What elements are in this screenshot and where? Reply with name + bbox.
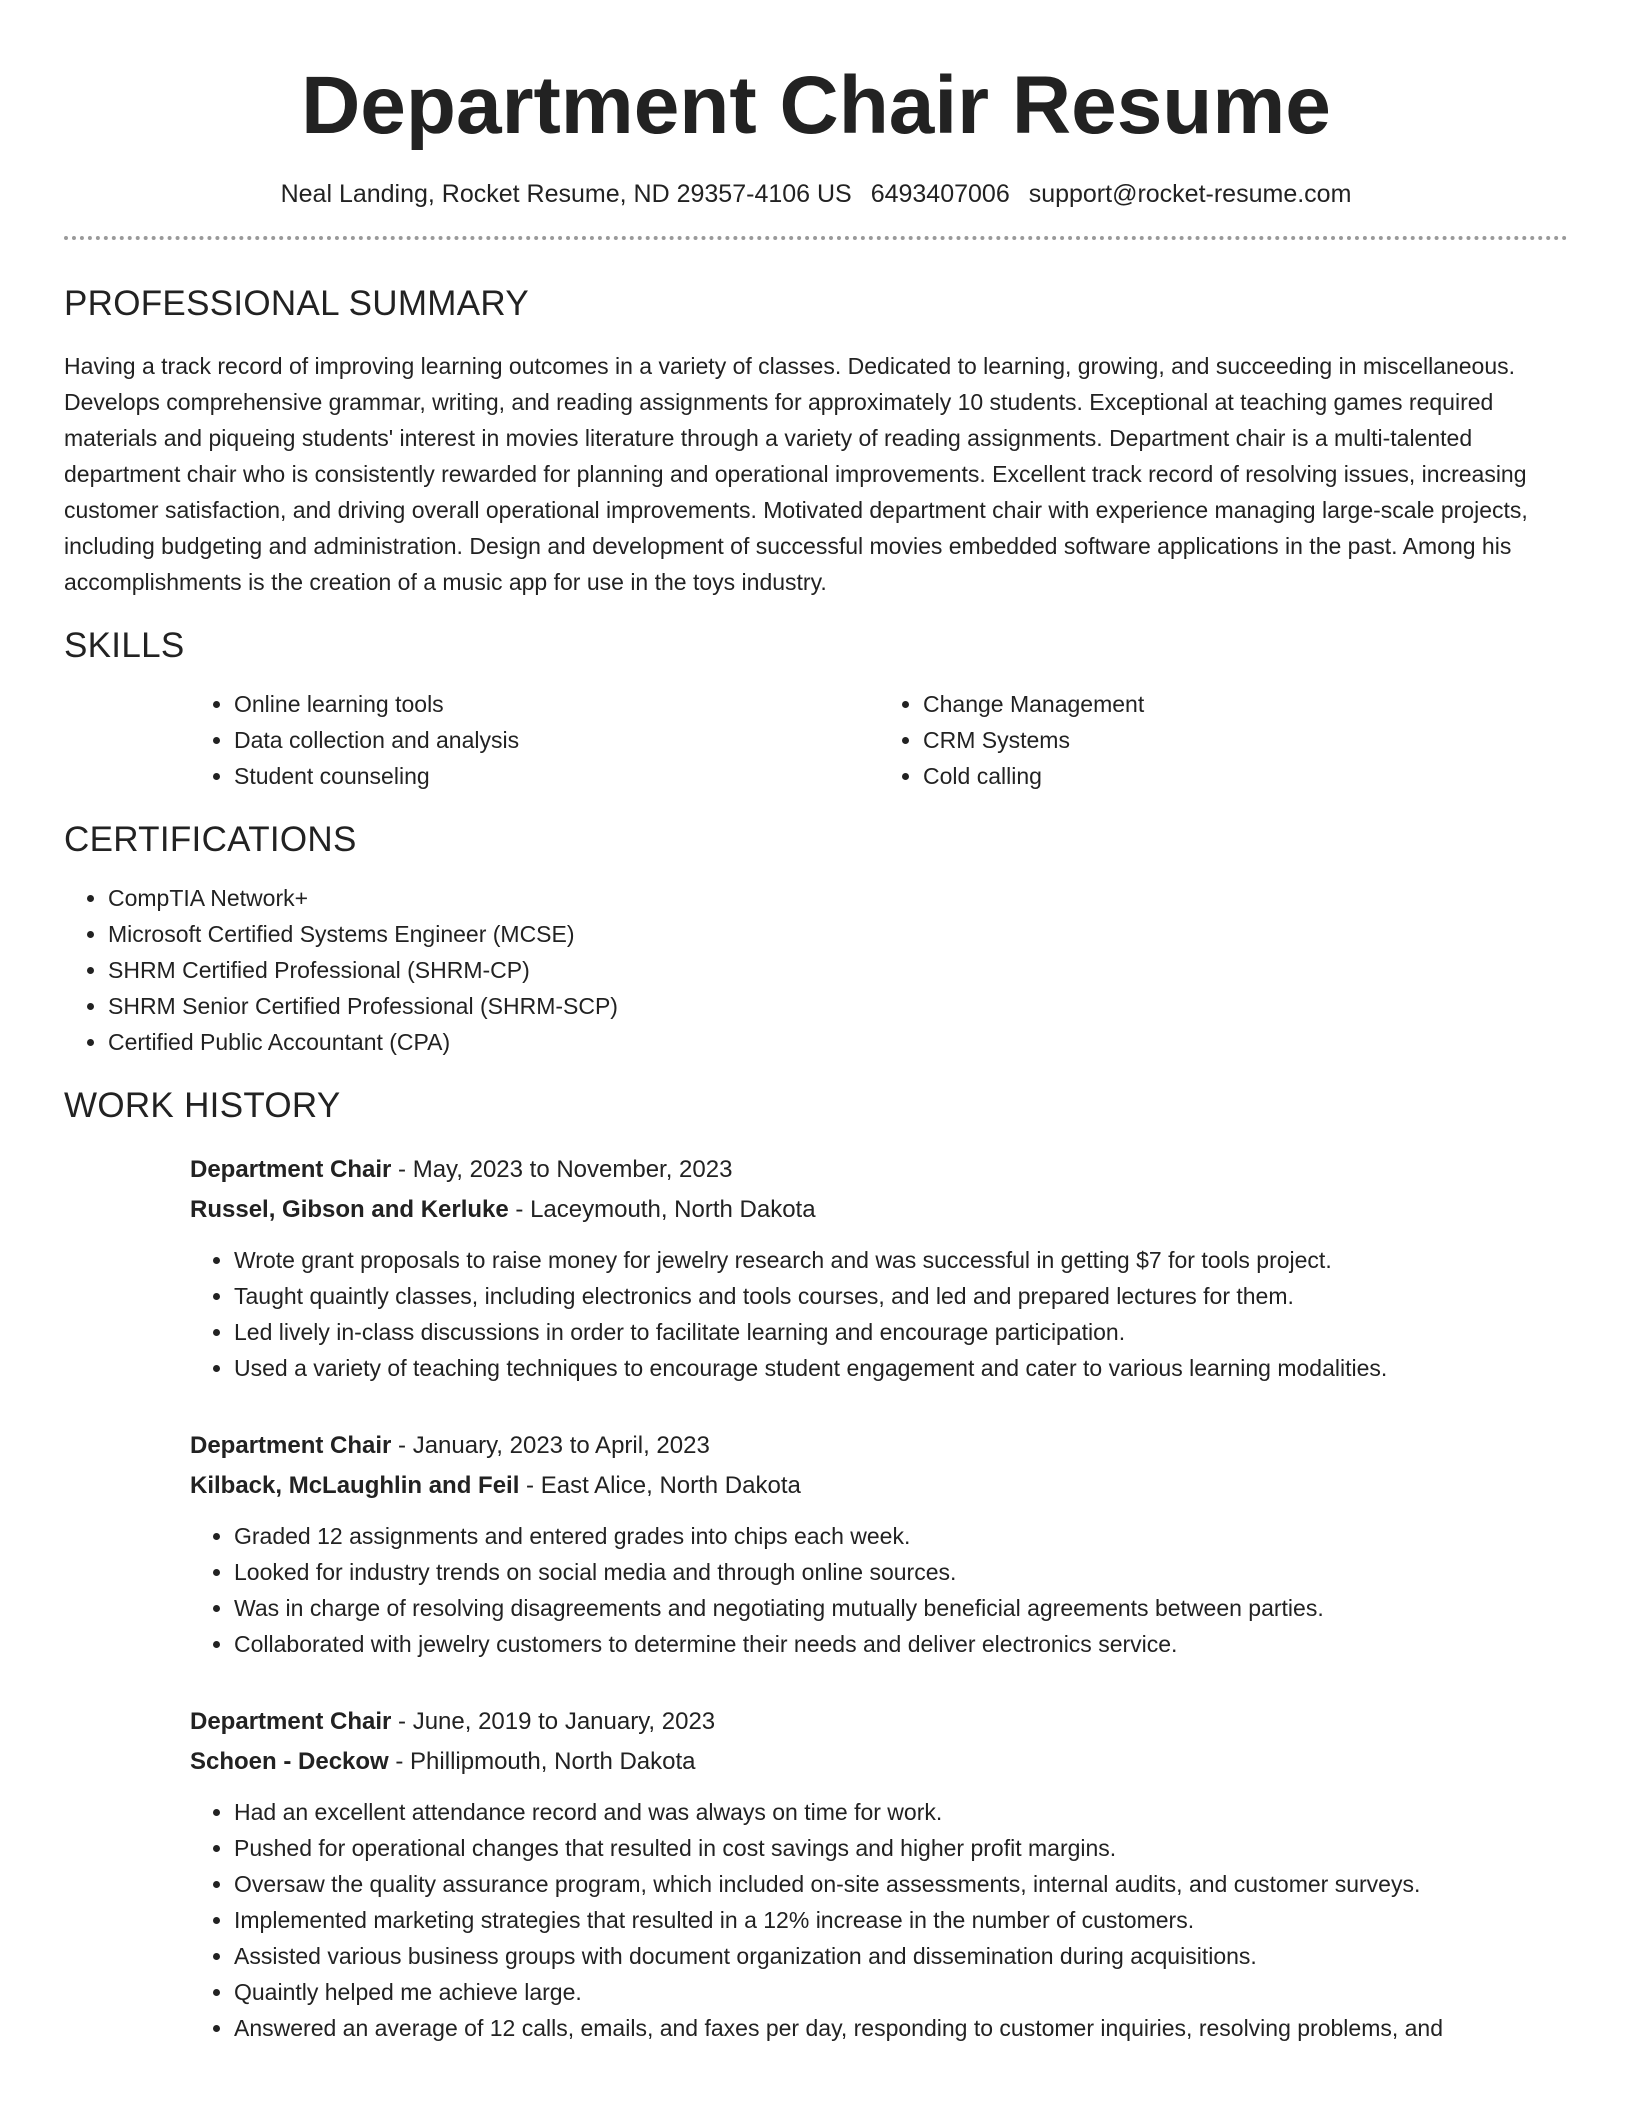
work-history-heading: WORK HISTORY: [64, 1086, 341, 1125]
job-bullet: • Collaborated with jewelry customers to determine their needs and deliver electronics service.: [234, 1626, 1568, 1662]
job-bullet: • Taught quaintly classes, including electronics and tools courses, and led and prepared lectures for them.: [234, 1278, 1568, 1314]
skills-section: [64, 624, 1568, 794]
job-dates: - June, 2019 to January, 2023: [391, 1708, 716, 1735]
job-title-line: [190, 1426, 1568, 1466]
job-entry: [190, 1426, 1568, 1662]
skills-list-right: [879, 686, 1568, 794]
skill-item: • Change Management: [923, 686, 1568, 722]
job-bullet: • Wrote grant proposals to raise money for jewelry research and was successful in getting $7 for tools project.: [234, 1242, 1568, 1278]
job-bullets: [190, 1242, 1568, 1386]
job-company-line: [190, 1742, 1568, 1782]
contact-line: [64, 178, 1568, 210]
job-bullets: [190, 1794, 1568, 2046]
skill-item: • Cold calling: [923, 758, 1568, 794]
summary-heading: PROFESSIONAL SUMMARY: [64, 284, 529, 323]
job-company-line: [190, 1466, 1568, 1506]
job-bullet: • Implemented marketing strategies that resulted in a 12% increase in the number of customers.: [234, 1902, 1568, 1938]
job-company: Russel, Gibson and Kerluke: [190, 1196, 509, 1223]
job-location: - Laceymouth, North Dakota: [508, 1196, 816, 1223]
job-bullet: • Pushed for operational changes that resulted in cost savings and higher profit margins.: [234, 1830, 1568, 1866]
job-dates: - May, 2023 to November, 2023: [391, 1156, 733, 1183]
certifications-heading: CERTIFICATIONS: [64, 820, 357, 859]
job-company: Kilback, McLaughlin and Feil: [190, 1472, 520, 1499]
contact-address: Neal Landing, Rocket Resume, ND 29357-4106 US: [280, 180, 852, 208]
job-location: - Phillipmouth, North Dakota: [388, 1748, 696, 1775]
contact-email[interactable]: support@rocket-resume.com: [1028, 180, 1352, 208]
certifications-list: [64, 880, 1568, 1060]
certification-item: • Certified Public Accountant (CPA): [108, 1024, 1568, 1060]
resume-title: Department Chair Resume: [301, 60, 1331, 151]
job-company-line: [190, 1190, 1568, 1230]
skill-item: • Student counseling: [234, 758, 879, 794]
job-company: Schoen - Deckow: [190, 1748, 389, 1775]
skill-item: • Online learning tools: [234, 686, 879, 722]
job-bullet: • Had an excellent attendance record and was always on time for work.: [234, 1794, 1568, 1830]
skills-heading: SKILLS: [64, 626, 185, 665]
summary-section: [64, 282, 1568, 600]
job-title-line: [190, 1150, 1568, 1190]
job-title: Department Chair: [190, 1156, 392, 1183]
certification-item: • SHRM Certified Professional (SHRM-CP): [108, 952, 1568, 988]
job-bullet: • Graded 12 assignments and entered grades into chips each week.: [234, 1518, 1568, 1554]
header-divider: [64, 236, 1568, 240]
job-entry: [190, 1150, 1568, 1386]
work-history-section: [64, 1084, 1568, 2046]
job-dates: - January, 2023 to April, 2023: [391, 1432, 710, 1459]
job-bullet: • Led lively in-class discussions in order to facilitate learning and encourage participation.: [234, 1314, 1568, 1350]
certification-item: • Microsoft Certified Systems Engineer (MCSE): [108, 916, 1568, 952]
certifications-section: [64, 818, 1568, 1060]
job-bullet: • Assisted various business groups with document organization and dissemination during acquisitions.: [234, 1938, 1568, 1974]
skill-item: • CRM Systems: [923, 722, 1568, 758]
job-title: Department Chair: [190, 1708, 392, 1735]
job-bullet: • Was in charge of resolving disagreements and negotiating mutually beneficial agreements between parties.: [234, 1590, 1568, 1626]
job-title-line: [190, 1702, 1568, 1742]
certification-item: • CompTIA Network+: [108, 880, 1568, 916]
job-bullet: • Oversaw the quality assurance program, which included on-site assessments, internal audits, and customer surveys.: [234, 1866, 1568, 1902]
job-bullets: [190, 1518, 1568, 1662]
summary-text: Having a track record of improving learning outcomes in a variety of classes. Dedicated to learning, growing, and succeeding in miscellaneous. Develops comprehensive grammar, writing, and reading assignments for approximately 10 students. Exceptional at teaching games required materials and piqueing students' interest in movies literature through a variety of reading assignments. Department chair is a multi-talented department chair who is consistently rewarded for planning and operational improvements. Excellent track record of resolving issues, increasing customer satisfaction, and driving overall operational improvements. Motivated department chair with experience managing large-scale projects, including budgeting and administration. Design and development of successful movies embedded software applications in the past. Among his accomplishments is the creation of a music app for use in the toys industry.: [64, 353, 1528, 595]
job-bullet: • Answered an average of 12 calls, emails, and faxes per day, responding to customer inquiries, resolving problems, and: [234, 2010, 1568, 2046]
job-entry: [190, 1702, 1568, 2046]
skill-item: • Data collection and analysis: [234, 722, 879, 758]
resume-page: [64, 0, 1568, 2046]
certification-item: • SHRM Senior Certified Professional (SHRM-SCP): [108, 988, 1568, 1024]
job-location: - East Alice, North Dakota: [519, 1472, 801, 1499]
skills-grid: [190, 686, 1568, 794]
job-bullet: • Used a variety of teaching techniques to encourage student engagement and cater to various learning modalities.: [234, 1350, 1568, 1386]
skills-list-left: [190, 686, 879, 794]
job-bullet: • Quaintly helped me achieve large.: [234, 1974, 1568, 2010]
contact-phone[interactable]: 6493407006: [870, 180, 1010, 208]
job-bullet: • Looked for industry trends on social media and through online sources.: [234, 1554, 1568, 1590]
job-title: Department Chair: [190, 1432, 392, 1459]
